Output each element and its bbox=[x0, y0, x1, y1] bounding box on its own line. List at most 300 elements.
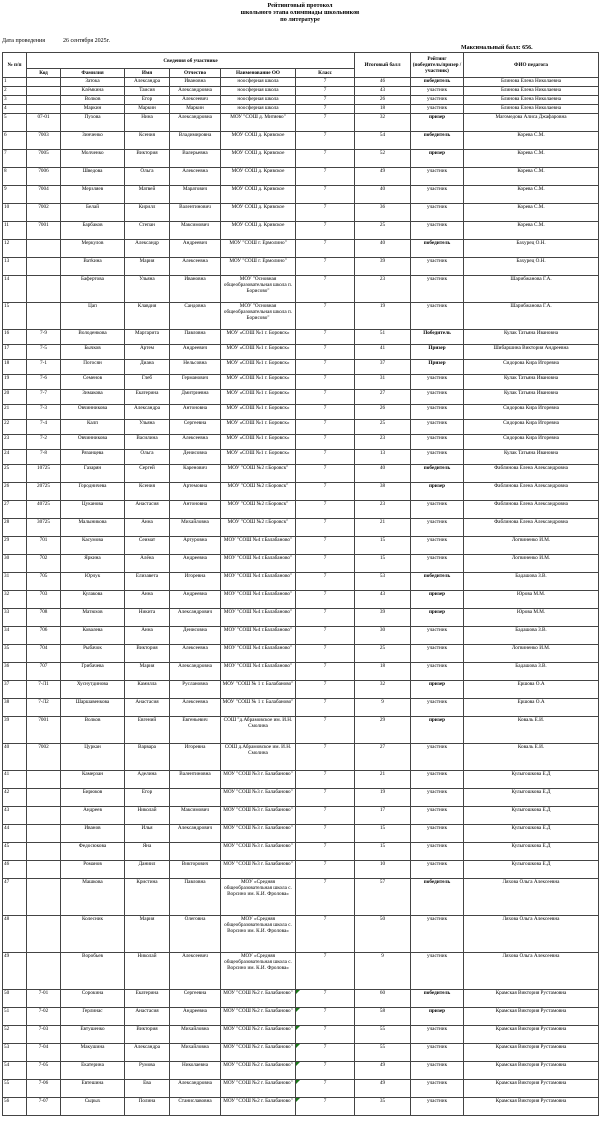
last-name: Рыбачок bbox=[61, 645, 125, 663]
middle-name: Алексеевич bbox=[170, 96, 221, 105]
rating-status: участник bbox=[411, 303, 464, 330]
participant-code: 7001 bbox=[27, 717, 61, 744]
rating-status: победитель bbox=[411, 879, 464, 916]
last-name: Воробьев bbox=[61, 953, 125, 990]
last-name: Макушина bbox=[61, 1044, 125, 1062]
school-name: МОУ "СОШ №2 г. Балабаново" bbox=[221, 1080, 296, 1098]
school-name: МОУ "СОШ №2 г.Боровск" bbox=[221, 483, 296, 501]
row-num: 17 bbox=[3, 345, 27, 360]
first-name: Егор bbox=[125, 789, 170, 807]
teacher-name: Кулыгошкова Е.Д bbox=[464, 771, 599, 789]
last-name: Касумова bbox=[61, 537, 125, 555]
middle-name: Алексеевна bbox=[170, 168, 221, 186]
last-name: Романов bbox=[61, 861, 125, 879]
row-num: 19 bbox=[3, 375, 27, 390]
row-num: 32 bbox=[3, 591, 27, 609]
table-row bbox=[3, 132, 599, 150]
rating-status: участник bbox=[411, 663, 464, 681]
final-score: 40 bbox=[355, 465, 411, 483]
last-name: Екатерина bbox=[61, 1062, 125, 1080]
rating-status: победитель bbox=[411, 465, 464, 483]
first-name: Ева bbox=[125, 1080, 170, 1098]
last-name: Семенов bbox=[61, 375, 125, 390]
table-row bbox=[3, 114, 599, 132]
final-score: 29 bbox=[355, 717, 411, 744]
grade: 7 bbox=[296, 744, 355, 771]
rating-status: участник bbox=[411, 1062, 464, 1080]
rating-status: участник bbox=[411, 627, 464, 645]
middle-name: Валентиновна bbox=[170, 771, 221, 789]
middle-name: Александровна bbox=[170, 1080, 221, 1098]
row-num: 14 bbox=[3, 276, 27, 303]
final-score: 32 bbox=[355, 114, 411, 132]
table-row bbox=[3, 375, 599, 390]
rating-status: участник bbox=[411, 916, 464, 953]
middle-name bbox=[170, 843, 221, 861]
participant-code bbox=[27, 807, 61, 825]
final-score: 26 bbox=[355, 405, 411, 420]
middle-name: Валентинович bbox=[170, 204, 221, 222]
teacher-name: Кулак Татьяна Ивановна bbox=[464, 390, 599, 405]
first-name: Аделина bbox=[125, 771, 170, 789]
table-row bbox=[3, 330, 599, 345]
teacher-name: Ершова О.А bbox=[464, 681, 599, 699]
middle-name: Алексеевна bbox=[170, 435, 221, 450]
middle-name: Андреевна bbox=[170, 591, 221, 609]
grade: 7 bbox=[296, 132, 355, 150]
row-num: 18 bbox=[3, 360, 27, 375]
last-name: Мерзляев bbox=[61, 186, 125, 204]
middle-name: Денисовна bbox=[170, 627, 221, 645]
participant-code: 7-1 bbox=[27, 360, 61, 375]
middle-name: Александровна bbox=[170, 663, 221, 681]
last-name: Колесник bbox=[61, 916, 125, 953]
grade: 7 bbox=[296, 663, 355, 681]
last-name: Клёмкина bbox=[61, 87, 125, 96]
teacher-name: Корева С.М. bbox=[464, 186, 599, 204]
grade: 7 bbox=[296, 114, 355, 132]
final-score: 40 bbox=[355, 186, 411, 204]
participant-code: 40725 bbox=[27, 501, 61, 519]
participant-code bbox=[27, 771, 61, 789]
school-name: МОУ «Средняя общеобразовательная школа с. Ворсино им. К.И. Фролова» bbox=[221, 879, 296, 916]
final-score: 32 bbox=[355, 681, 411, 699]
table-row bbox=[3, 303, 599, 330]
teacher-name: Крамская Виктория Рустамовна bbox=[464, 1026, 599, 1044]
middle-name: Артуровна bbox=[170, 537, 221, 555]
rating-status: участник bbox=[411, 537, 464, 555]
participant-code: 07-01 bbox=[27, 114, 61, 132]
table-row bbox=[3, 681, 599, 699]
grade: 7 bbox=[296, 645, 355, 663]
teacher-name: Ляхова Ольга Алексеевна bbox=[464, 916, 599, 953]
participant-code bbox=[27, 916, 61, 953]
row-num: 36 bbox=[3, 663, 27, 681]
table-row bbox=[3, 879, 599, 916]
middle-name: Антоновна bbox=[170, 501, 221, 519]
middle-name: Николаевна bbox=[170, 1062, 221, 1080]
grade: 7 bbox=[296, 501, 355, 519]
teacher-name: Крамская Виктория Рустамовна bbox=[464, 1008, 599, 1026]
row-num: 30 bbox=[3, 555, 27, 573]
middle-name bbox=[170, 789, 221, 807]
date-line bbox=[2, 38, 110, 44]
first-name: Анна bbox=[125, 591, 170, 609]
final-score: 15 bbox=[355, 825, 411, 843]
table-row bbox=[3, 663, 599, 681]
last-name: Андреев bbox=[61, 807, 125, 825]
first-name: Василина bbox=[125, 435, 170, 450]
school-name: МОУ «СОШ №1 г. Боровск» bbox=[221, 345, 296, 360]
first-name: Таисия bbox=[125, 87, 170, 96]
participant-code bbox=[27, 78, 61, 87]
last-name: Шаршавенкова bbox=[61, 699, 125, 717]
col-first: Имя bbox=[125, 69, 170, 78]
last-name: Овчинникова bbox=[61, 435, 125, 450]
first-name: Кристина bbox=[125, 879, 170, 916]
participant-code: 7002 bbox=[27, 204, 61, 222]
school-name: МОУ "СОШ №4 г.Балабаново" bbox=[221, 537, 296, 555]
grade: 7 bbox=[296, 771, 355, 789]
school-name: ноосферная школа bbox=[221, 96, 296, 105]
row-num: 22 bbox=[3, 420, 27, 435]
date-value: 26 сентября 2025г. bbox=[62, 38, 110, 44]
middle-name: Антоновна bbox=[170, 405, 221, 420]
participant-code: 7-6 bbox=[27, 375, 61, 390]
first-name: Варвара bbox=[125, 744, 170, 771]
middle-name: Ивановна bbox=[170, 276, 221, 303]
table-row bbox=[3, 825, 599, 843]
last-name: Бычков bbox=[61, 345, 125, 360]
table-row bbox=[3, 990, 599, 1008]
last-name: Грибачева bbox=[61, 663, 125, 681]
results-body bbox=[3, 78, 599, 1116]
teacher-name: Крамская Виктория Рустамовна bbox=[464, 1098, 599, 1116]
participant-code: 708 bbox=[27, 609, 61, 627]
participant-code: 20725 bbox=[27, 483, 61, 501]
grade: 7 bbox=[296, 717, 355, 744]
row-num: 53 bbox=[3, 1044, 27, 1062]
school-name: МОУ "СОШ №4 г.Балабаново" bbox=[221, 573, 296, 591]
results-table bbox=[2, 52, 599, 1116]
first-name: Виктория bbox=[125, 1026, 170, 1044]
participant-code bbox=[27, 87, 61, 96]
last-name: Городничева bbox=[61, 483, 125, 501]
grade: 7 bbox=[296, 186, 355, 204]
last-name: Рязанцева bbox=[61, 450, 125, 465]
school-name: МОУ «СОШ №1 г. Боровск» bbox=[221, 405, 296, 420]
middle-name: Андреевич bbox=[170, 240, 221, 258]
grade: 7 bbox=[296, 591, 355, 609]
participant-code: 10725 bbox=[27, 465, 61, 483]
final-score: 50 bbox=[355, 916, 411, 953]
school-name: МОУ "СОШ №2 г.Боровск" bbox=[221, 501, 296, 519]
teacher-name: Шибаршина Виктория Андреевна bbox=[464, 345, 599, 360]
rating-status: призер bbox=[411, 483, 464, 501]
row-num: 48 bbox=[3, 916, 27, 953]
row-num: 21 bbox=[3, 405, 27, 420]
final-score: 25 bbox=[355, 645, 411, 663]
rating-status: участник bbox=[411, 807, 464, 825]
rating-status: призер bbox=[411, 717, 464, 744]
last-name: Бафертова bbox=[61, 276, 125, 303]
last-name: Волков bbox=[61, 96, 125, 105]
rating-status: участник bbox=[411, 519, 464, 537]
grade: 7 bbox=[296, 879, 355, 916]
rating-status: участник bbox=[411, 1026, 464, 1044]
last-name: Овчинникова bbox=[61, 405, 125, 420]
teacher-name: Кулак Татьяна Ивановна bbox=[464, 375, 599, 390]
final-score: 43 bbox=[355, 87, 411, 96]
table-row bbox=[3, 645, 599, 663]
teacher-name: Корева С.М. bbox=[464, 204, 599, 222]
school-name: МОУ "СОШ №2 г. Балабаново" bbox=[221, 1026, 296, 1044]
first-name: Николай bbox=[125, 953, 170, 990]
first-name: Матвей bbox=[125, 186, 170, 204]
teacher-name: Фаблинова Елена Александровна bbox=[464, 501, 599, 519]
col-rating: Рейтинг (победитель/призер /участник) bbox=[411, 53, 464, 78]
participant-code: 7-04 bbox=[27, 1044, 61, 1062]
final-score: 25 bbox=[355, 420, 411, 435]
middle-name: Владимировна bbox=[170, 132, 221, 150]
row-num: 56 bbox=[3, 1098, 27, 1116]
first-name: Александра bbox=[125, 1044, 170, 1062]
school-name: МОУ СОШ д. Кривское bbox=[221, 186, 296, 204]
final-score: 15 bbox=[355, 555, 411, 573]
grade: 7 bbox=[296, 405, 355, 420]
grade: 7 bbox=[296, 330, 355, 345]
row-num: 45 bbox=[3, 843, 27, 861]
last-name: Хуснутдинова bbox=[61, 681, 125, 699]
last-name: Маркин bbox=[61, 105, 125, 114]
middle-name: Сандовна bbox=[170, 303, 221, 330]
row-num: 3 bbox=[3, 96, 27, 105]
final-score: 19 bbox=[355, 303, 411, 330]
table-row bbox=[3, 573, 599, 591]
final-score: 39 bbox=[355, 609, 411, 627]
row-num: 28 bbox=[3, 519, 27, 537]
school-name: ноосферная школа bbox=[221, 78, 296, 87]
teacher-name: Бадашова З.В. bbox=[464, 663, 599, 681]
first-name: Диана bbox=[125, 360, 170, 375]
school-name: МОУ "Основная общеобразовательная школа п. Борисово" bbox=[221, 303, 296, 330]
last-name: Юрчук bbox=[61, 573, 125, 591]
table-row bbox=[3, 240, 599, 258]
first-name: Екатерина bbox=[125, 990, 170, 1008]
col-num: № п/п bbox=[3, 53, 27, 78]
last-name: Матюхов bbox=[61, 609, 125, 627]
table-row bbox=[3, 420, 599, 435]
grade: 7 bbox=[296, 699, 355, 717]
final-score: 37 bbox=[355, 360, 411, 375]
school-name: МОУ «Средняя общеобразовательная школа с. Ворсино им. К.И. Фролова» bbox=[221, 916, 296, 953]
table-row bbox=[3, 168, 599, 186]
middle-name: Михайловна bbox=[170, 1044, 221, 1062]
last-name: Малыникова bbox=[61, 519, 125, 537]
last-name: Евтешина bbox=[61, 1080, 125, 1098]
teacher-name: Кулак Татьяна Ивановна bbox=[464, 330, 599, 345]
last-name: Камерзан bbox=[61, 771, 125, 789]
row-num: 25 bbox=[3, 465, 27, 483]
title-line-3: по литературе bbox=[280, 16, 320, 23]
middle-name: Евгеньевич bbox=[170, 717, 221, 744]
final-score: 52 bbox=[355, 150, 411, 168]
rating-status: участник bbox=[411, 789, 464, 807]
middle-name: Станиславовна bbox=[170, 1098, 221, 1116]
school-name: МОУ "СОШ №2 г.Боровск" bbox=[221, 519, 296, 537]
table-row bbox=[3, 345, 599, 360]
table-row bbox=[3, 789, 599, 807]
teacher-name: Логвиненко И.М. bbox=[464, 555, 599, 573]
teacher-name: Кулыгошкова Е.Д bbox=[464, 825, 599, 843]
first-name: Виктория bbox=[125, 645, 170, 663]
row-num: 5 bbox=[3, 114, 27, 132]
school-name: МОУ "СОШ №4 г.Балабаново" bbox=[221, 645, 296, 663]
rating-status: участник bbox=[411, 168, 464, 186]
participant-code: 7-Л1 bbox=[27, 681, 61, 699]
school-name: МОУ "СОШ №3 г. Балабаново" bbox=[221, 825, 296, 843]
col-code: Код bbox=[27, 69, 61, 78]
middle-name: Олеговна bbox=[170, 916, 221, 953]
middle-name: Александровна bbox=[170, 87, 221, 96]
grade: 7 bbox=[296, 96, 355, 105]
school-name: МОУ «СОШ №1 г. Боровск» bbox=[221, 360, 296, 375]
table-row bbox=[3, 1044, 599, 1062]
participant-code: 7-8 bbox=[27, 450, 61, 465]
row-num: 24 bbox=[3, 450, 27, 465]
last-name: Федосюкова bbox=[61, 843, 125, 861]
last-name: Белай bbox=[61, 204, 125, 222]
row-num: 52 bbox=[3, 1026, 27, 1044]
teacher-name: Фаблинова Елена Александровна bbox=[464, 465, 599, 483]
teacher-name: Блинова Елена Николаевна bbox=[464, 87, 599, 96]
participant-code: 7006 bbox=[27, 168, 61, 186]
last-name: Машкова bbox=[61, 879, 125, 916]
school-name: МОУ СОШ д. Кривское bbox=[221, 204, 296, 222]
grade: 7 bbox=[296, 537, 355, 555]
row-num: 40 bbox=[3, 744, 27, 771]
grade: 7 bbox=[296, 681, 355, 699]
rating-status: участник bbox=[411, 825, 464, 843]
rating-status: Призер bbox=[411, 345, 464, 360]
rating-status: участник bbox=[411, 96, 464, 105]
school-name: МОУ "СОШ №2 г. Балабаново" bbox=[221, 1044, 296, 1062]
table-row bbox=[3, 258, 599, 276]
teacher-name: Кулыгошкова Е.Д bbox=[464, 807, 599, 825]
row-num: 10 bbox=[3, 204, 27, 222]
protocol-title bbox=[0, 0, 600, 23]
first-name: Сеимат bbox=[125, 537, 170, 555]
middle-name: Ивановна bbox=[170, 78, 221, 87]
first-name: Алёна bbox=[125, 555, 170, 573]
rating-status: призер bbox=[411, 150, 464, 168]
col-school: Наименование ОО bbox=[221, 69, 296, 78]
table-row bbox=[3, 87, 599, 96]
participant-code: 707 bbox=[27, 663, 61, 681]
school-name: МОУ "СОШ №4 г.Балабаново" bbox=[221, 591, 296, 609]
first-name: Ульяна bbox=[125, 276, 170, 303]
participant-code: 7-03 bbox=[27, 1026, 61, 1044]
middle-name: Германович bbox=[170, 375, 221, 390]
grade: 7 bbox=[296, 1062, 355, 1080]
first-name: Евгений bbox=[125, 717, 170, 744]
middle-name: Дмитриевна bbox=[170, 390, 221, 405]
date-label: Дата проведения bbox=[2, 38, 45, 44]
participant-code bbox=[27, 843, 61, 861]
last-name: Герлинас bbox=[61, 1008, 125, 1026]
table-row bbox=[3, 1080, 599, 1098]
table-row bbox=[3, 360, 599, 375]
teacher-name: Бадашова З.В. bbox=[464, 627, 599, 645]
middle-name: Маратович bbox=[170, 186, 221, 204]
grade: 7 bbox=[296, 450, 355, 465]
school-name: МОУ "СОШ №4 г.Балабаново" bbox=[221, 627, 296, 645]
table-row bbox=[3, 1062, 599, 1080]
middle-name: Максимович bbox=[170, 807, 221, 825]
rating-status: участник bbox=[411, 1098, 464, 1116]
grade: 7 bbox=[296, 483, 355, 501]
last-name: Меркулов bbox=[61, 240, 125, 258]
table-row bbox=[3, 276, 599, 303]
participant-code: 701 bbox=[27, 537, 61, 555]
last-name: Цуканова bbox=[61, 501, 125, 519]
row-num: 51 bbox=[3, 1008, 27, 1026]
final-score: 41 bbox=[355, 345, 411, 360]
last-name: Ковалева bbox=[61, 627, 125, 645]
last-name: Цуркан bbox=[61, 744, 125, 771]
teacher-name: Бахурец О.Н. bbox=[464, 258, 599, 276]
final-score: 18 bbox=[355, 105, 411, 114]
grade: 7 bbox=[296, 150, 355, 168]
grade: 7 bbox=[296, 519, 355, 537]
rating-status: участник bbox=[411, 186, 464, 204]
final-score: 49 bbox=[355, 1062, 411, 1080]
row-num: 35 bbox=[3, 645, 27, 663]
school-name: МОУ "СОШ д. Митяево" bbox=[221, 114, 296, 132]
rating-status: Призер bbox=[411, 360, 464, 375]
row-num: 43 bbox=[3, 807, 27, 825]
participant-code bbox=[27, 789, 61, 807]
last-name: Володенкова bbox=[61, 330, 125, 345]
grade: 7 bbox=[296, 825, 355, 843]
participant-code: 704 bbox=[27, 645, 61, 663]
final-score: 39 bbox=[355, 258, 411, 276]
participant-code: 7003 bbox=[27, 132, 61, 150]
middle-name: Нельсовна bbox=[170, 360, 221, 375]
school-name: МОУ «СОШ №1 г. Боровск» bbox=[221, 390, 296, 405]
first-name: Александр bbox=[125, 240, 170, 258]
rating-status: участник bbox=[411, 843, 464, 861]
middle-name: Павловна bbox=[170, 330, 221, 345]
row-num: 11 bbox=[3, 222, 27, 240]
grade: 7 bbox=[296, 1080, 355, 1098]
row-num: 23 bbox=[3, 435, 27, 450]
rating-status: участник bbox=[411, 744, 464, 771]
rating-status: участник bbox=[411, 501, 464, 519]
row-num: 27 bbox=[3, 501, 27, 519]
first-name: Александра bbox=[125, 78, 170, 87]
grade: 7 bbox=[296, 105, 355, 114]
teacher-name: Ершова О.А bbox=[464, 699, 599, 717]
rating-status: победитель bbox=[411, 573, 464, 591]
teacher-name: Сидорова Кира Игоревна bbox=[464, 435, 599, 450]
row-num: 42 bbox=[3, 789, 27, 807]
table-row bbox=[3, 483, 599, 501]
school-name: МОУ "СОШ № 1 г. Балабаново" bbox=[221, 681, 296, 699]
row-num: 16 bbox=[3, 330, 27, 345]
first-name: Мария bbox=[125, 258, 170, 276]
first-name: Илья bbox=[125, 825, 170, 843]
